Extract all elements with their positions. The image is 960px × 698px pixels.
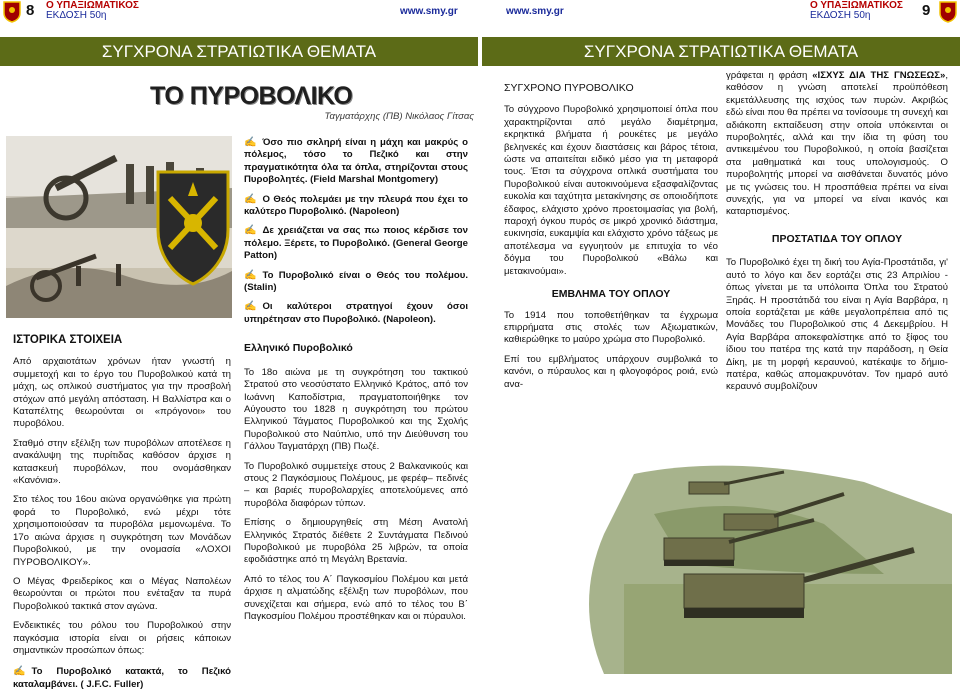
magazine-header [810,1,903,21]
modern-paragraph: Το σύγχρονο Πυροβολικό χρησιμοποιεί όπλα που χαρακτηρίζονται από μεγάλο διαμέτρημα, εκρηκτικά βλήματα ή ρουκέτες με μεγάλο βεληνεκές και έχουν διαστάσεις και βάρος τέτοια, ώστε να απαιτείται ειδικό μέσο για τη μεταφορά τους. Έτσι τα σύγχρονα οπλικά συστήματα του Πυροβολικού είναι αυτοκινούμενα εξασφαλίζοντας ευκολία και ταχύτητα μετακίνησης σε οποιοδήποτε έδαφος, ελάχιστο χρόνο προετοιμασίας για βολή, παροχή όγκου πυρός σε μικρό χρονικό διάστημα, ευκινησία, ευκαμψία και ελάχιστο χρόνο τάξεως με αποτέλεσμα να εγγυητούν με επιτυχία το νέο δόγμα του Πυροβολικού «Βάλω και μετακινούμαι». [504,104,718,277]
edition-label: ΕΚΔΟΣΗ 50η [810,10,871,21]
history-column [13,334,231,698]
greek-paragraph-4: Από το τέλος του Α΄ Παγκοσμίου Πολέμου και μετά άρχισε η αλματώδης εξέλιξη των πυροβόλων, που συνεχίζεται και σήμερα, ενώ από το τέλος του Β΄ Παγκοσμίου Πολέμου προστέθηκαν και οι πύραυλοι. [244,573,468,622]
quotes-column [244,137,468,630]
modern-artillery-heading: ΣΥΓΧΡΟΝΟ ΠΥΡΟΒΟΛΙΚΟ [504,82,634,94]
self-propelled-howitzers-photo [484,454,952,674]
quote-napoleon-2-text: Οι καλύτεροι στρατηγοί έχουν όσοι υπηρέτησαν στο Πυροβολικό. (Napoleon). [244,301,468,325]
pencil-icon: ✍ [13,666,26,678]
modern-column [504,82,718,398]
corps-motto: «ΙΣΧΥΣ ΔΙΑ ΤΗΣ ΓΝΩΣΕΩΣ» [812,70,946,81]
training-column [726,70,948,401]
section-band: ΣΥΓΧΡΟΝΑ ΣΤΡΑΤΙΩΤΙΚΑ ΘΕΜΑΤΑ [0,37,478,66]
corps-emblem-icon [2,1,22,23]
knowledge-text-start: γράφεται η φράση [726,70,813,81]
quote-napoleon-2 [244,301,468,326]
history-paragraph-5: Ενδεικτικές του ρόλου του Πυροβολικού στην παγκόσμια ιστορία είναι οι ρήσεις κάποιων σημαντικών προσώπων όπως: [13,620,231,656]
quote-fuller [13,666,231,691]
corps-emblem-icon [938,1,958,23]
history-paragraph-4: Ο Μέγας Φρειδερίκος και ο Μέγας Ναπολέων θεωρούνται οι πρώτοι που ενέταξαν τα πυρά Πυροβολικού τακτικά στον αγώνα. [13,575,231,612]
quote-patton [244,225,468,262]
quote-patton-text: Δε χρειάζεται να σας πω ποιος κέρδισε τον πόλεμο. Ξέρετε, το Πυροβολικό. (General George Patton) [244,225,468,262]
article-title: ΤΟ ΠΥΡΟΒΟΛΙΚΟ [150,82,353,110]
history-paragraph-2: Σταθμό στην εξέλιξη των πυροβόλων αποτέλεσε η ανακάλυψη της πυρίτιδας καθόσον άρχισε η κατασκευή πυροβόλων, που ονομάσθηκαν «Κανόνια». [13,437,231,487]
artillery-corps-emblem-icon [150,168,236,288]
pencil-icon: ✍ [244,225,257,237]
pencil-icon: ✍ [244,269,257,281]
emblem-paragraph-1: Το 1914 που τοποθετήθηκαν τα έγχρωμα επιρρήματα στις στολές των Αξιωματικών, καθιερώθηκε το μαύρο χρώμα στο Πυροβολικό. [504,309,718,346]
greek-paragraph-2: Το Πυροβολικό συμμετείχε στους 2 Βαλκανικούς και στους 2 Παγκόσμιους Πολέμους, με φερέφ– πεδινές – και βαριές πυροβολαρχίες αποτελούμενες από πυροβόλα διαφόρων τύπων. [244,460,468,509]
magazine-header [46,1,139,21]
author-byline: Ταγματάρχης (ΠΒ) Νικόλαος Γίτσας [324,111,474,122]
history-paragraph-1: Από αρχαιοτάτων χρόνων ήταν γνωστή η συμμετοχή και το έργο του Πυροβολικού κατά τη μάχη, ως οπλικού συστήματος για την προσβολή στόχων από μεγάλη απόσταση. Η Βαλλίστρα και ο Καταπέλτης θεωρούνται οι «πρόγονοι» του πυροβόλου. [13,356,231,430]
patron-saint-heading: ΠΡΟΣΤΑΤΙΔΑ ΤΟΥ ΟΠΛΟΥ [771,232,903,245]
quote-montgomery [244,137,468,187]
emblem-heading: ΕΜΒΛΗΜΑ ΤΟΥ ΟΠΛΟΥ [551,288,671,301]
quote-napoleon-1 [244,194,468,219]
patron-saint-paragraph: Το Πυροβολικό έχει τη δική του Αγία-Προστάτιδα, γι' αυτό το λόγο και δεν εορτάζει στις 23 Απριλίου - όπως γίνεται με τα υπόλοιπα Όπλα του Στρατού Ξηράς. Η προστάτιδά του είναι η Αγία Βαρβάρα, η οποία εορτάζεται με κάθε μεγαλοπρέπεια από τις Μονάδες του Πυροβολικού στις 4 Δεκεμβρίου. Η Αγία Βαρβάρα αποκεφαλίστηκε από το ξίφος του ίδιου του πατέρα της κατά την παράδοση, η Θεία Δίκη, με τη μορφή κεραυνού, κατέκαψε το δήμιο-πατέρα, καθώς απομακρυνόταν. Τον ημαρό αυτό κεραυνό συμβολίζουν [726,257,948,393]
quote-montgomery-text: Όσο πιο σκληρή είναι η μάχη και μακρύς ο πόλεμος, τόσο το Πεζικό και στην πραγματικότητα όλα τα όπλα, στηρίζονται στους Πυροβολητές. (Field Marshal Montgomery) [244,137,468,186]
quote-stalin-text: Το Πυροβολικό είναι ο Θεός του πολέμου. (Stalin) [244,269,468,294]
knowledge-text-rest: , καθόσον η γνώση αποτελεί προϋπόθεση εκμετάλλευσης της ισχύος των πυρών. Ακριβώς εδώ είναι που θα πρέπει να τονίσουμε τη συνεχή και αδιάκοπη εκπαίδευση στην οποία υπόκεινται οι πυροβολητές, αλλά και την ίδια τη φύση του αντικειμένου του Πυροβολικού, η οποία βασίζεται στα μαθηματικά και τους υπολογισμούς. Ο πυροβολητής μπορεί να αισθάνεται δυνατός μόνο με τις γνώσεις του. Η προσπάθεια πρέπει να είναι συνεχής, για να μπορεί να είναι ικανός και καταρτισμένος. [726,70,948,218]
greek-paragraph-1: Το 18ο αιώνα με τη συγκρότηση του τακτικού Στρατού στο νεοσύστατο Ελληνικό Κράτος, από τον Ιωάννη Καποδίστρια, πραγματοποιήθηκε τον Αύγουστο του 1828 η συγκρότηση του πρώτου Ελληνικού Τάγματος Πυροβολικού και της Σχολής Πυροβολικού στο Ναύπλιο, υπό την Διεύθυνση του Γάλλου Ταγματάρχη (ΠΒ) Πωζέ. [244,366,468,453]
emblem-paragraph-2: Επί του εμβλήματος υπάρχουν συμβολικά το κανόνι, ο πύραυλος και η φλογοφόρος ροιά, ενώ ανα- [504,353,718,390]
quote-napoleon-1-text: Ο Θεός πολεμάει με την πλευρά που έχει το καλύτερο Πυροβολικό. (Napoleon) [244,193,468,218]
edition-label: ΕΚΔΟΣΗ 50η [46,10,107,21]
website-link[interactable]: www.smy.gr [400,6,458,17]
page-number: 8 [26,2,35,19]
greek-paragraph-3: Επίσης ο δημιουργηθείς στη Μέση Ανατολή Ελληνικός Στρατός διέθετε 2 Συντάγματα Πεδινού Πυροβολικού με πυροβόλα 25 λιβρών, τα οποία εφοδιάστηκε από τη Μεγάλη Βρετανία. [244,517,468,566]
history-paragraph-3: Στο τέλος του 16ου αιώνα οργανώθηκε για πρώτη φορά το Πυροβολικό, ενώ μέχρι τότε χρησιμοποιούσαν τα πυροβόλα μεμονωμένα. Το 17ο αιώνα άρχισε η συγκρότηση των Μονάδων Πυροβολικού, με την ονομασία «ΛΟΧΟΙ ΠΥΡΟΒΟΛΙΚΟΥ». [13,494,231,568]
greek-artillery-heading: Ελληνικό Πυροβολικό [244,342,353,355]
magazine-title: Ο ΥΠΑΞΙΩΜΑΤΙΚΟΣ [810,0,903,11]
knowledge-paragraph [726,70,948,219]
right-page [480,0,960,674]
section-band: ΣΥΓΧΡΟΝΑ ΣΤΡΑΤΙΩΤΙΚΑ ΘΕΜΑΤΑ [482,37,960,66]
website-link[interactable]: www.smy.gr [506,6,564,17]
magazine-title: Ο ΥΠΑΞΙΩΜΑΤΙΚΟΣ [46,0,139,11]
quote-fuller-text: Το Πυροβολικό κατακτά, το Πεζικό καταλαμβάνει. ( J.F.C. Fuller) [13,666,231,690]
pencil-icon: ✍ [244,193,257,205]
history-heading: ΙΣΤΟΡΙΚΑ ΣΤΟΙΧΕΙΑ [13,334,123,346]
left-page [0,0,480,690]
page-number: 9 [922,2,931,19]
pencil-icon: ✍ [244,301,257,313]
quote-stalin [244,270,468,295]
pencil-icon: ✍ [244,137,257,148]
